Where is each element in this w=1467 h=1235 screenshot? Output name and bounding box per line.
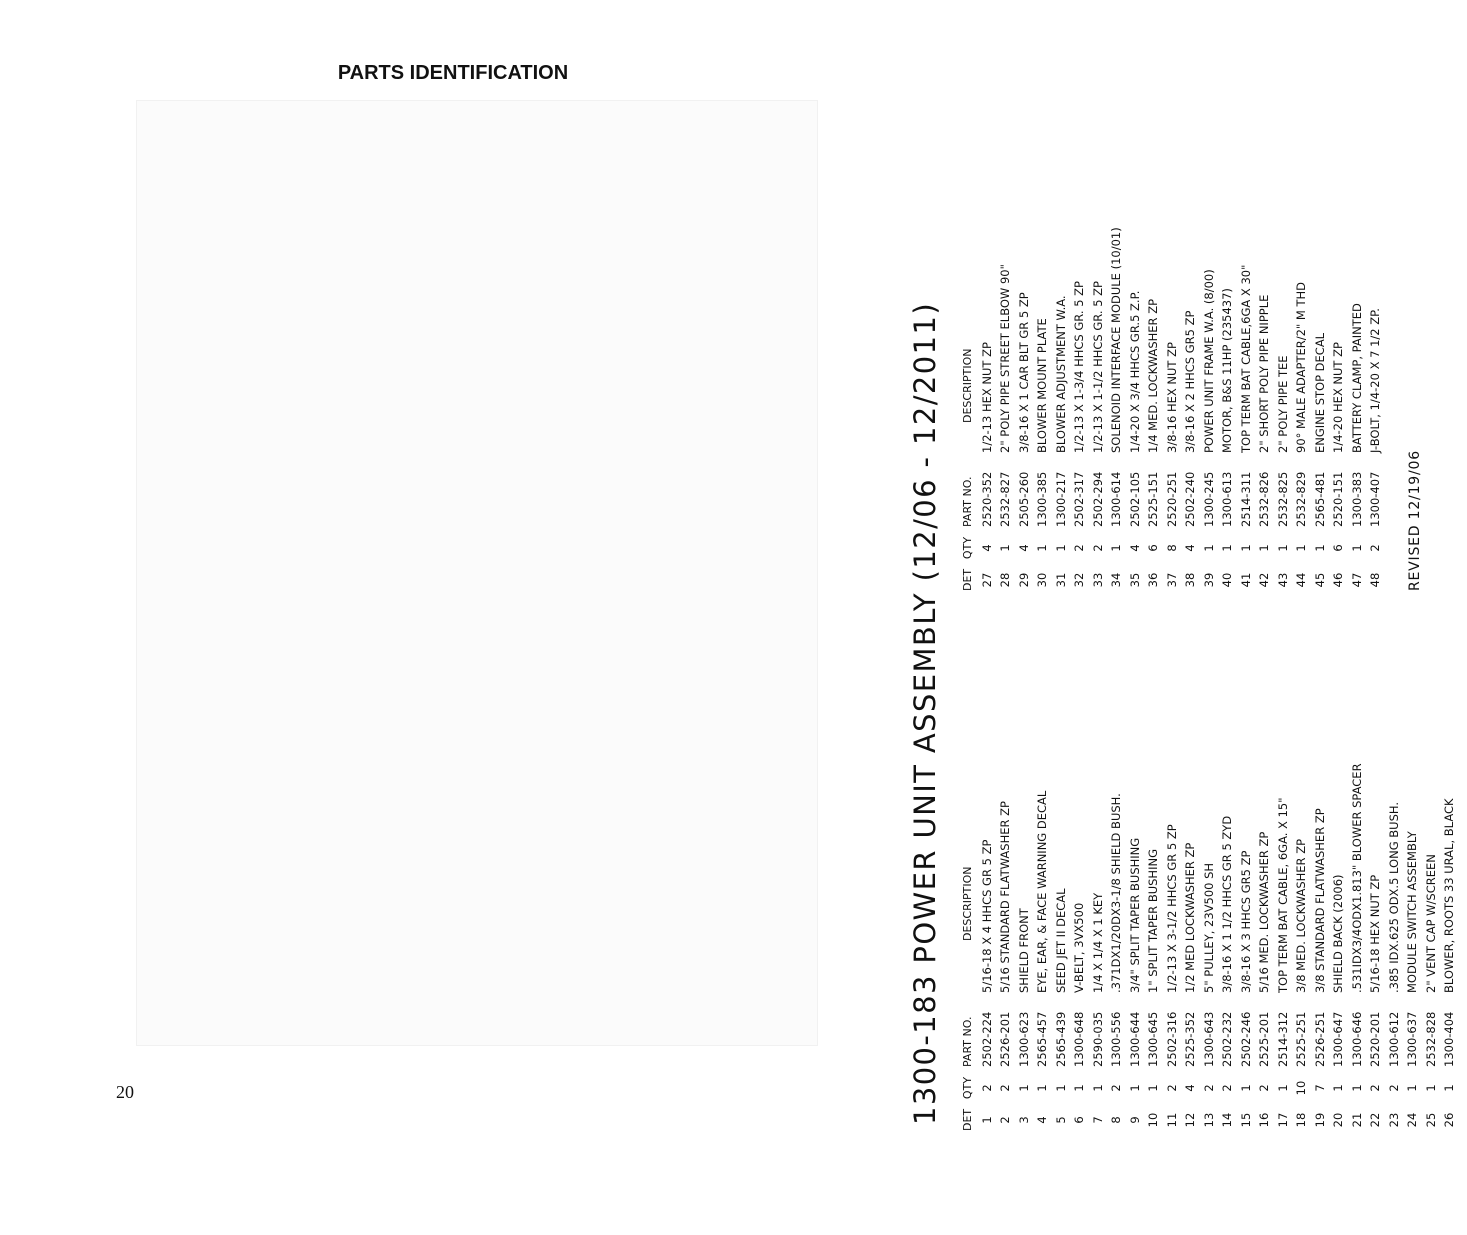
part-number-cell: 2525-352 [1183,1011,1197,1067]
det-cell: 42 [1257,572,1271,588]
qty-cell: 7 [1312,1084,1327,1092]
part-number-cell: 2565-481 [1312,471,1327,527]
description-cell: 3/8-16 HEX NUT ZP [1164,342,1179,453]
table-row [1385,621,1404,1131]
table-row [1107,621,1126,1131]
table-row [1052,621,1071,1131]
qty-cell: 1 [1016,1084,1031,1092]
qty-cell: 4 [979,544,994,552]
description-cell: TOP TERM BAT CABLE, 6GA. X 15" [1275,797,1290,993]
qty-cell: 1 [998,544,1012,552]
det-cell: 18 [1294,1112,1308,1128]
header-part: PART NO. [961,1016,974,1067]
part-number-cell: 2525-251 [1294,1011,1308,1067]
table-row [1311,171,1330,591]
table-row [1200,621,1219,1131]
description-cell: 3/8 MED. LOCKWASHER ZP [1294,838,1308,993]
det-cell: 9 [1127,1116,1142,1124]
qty-cell: 4 [1127,544,1142,552]
qty-cell: 10 [1294,1080,1308,1096]
assembly-title: 1300-183 POWER UNIT ASSEMBLY (12/06 - 12/2011) [908,301,942,1125]
qty-cell: 1 [1349,544,1364,552]
table-row [1163,621,1182,1131]
description-cell: 5/16 STANDARD FLATWASHER ZP [998,801,1012,993]
det-cell: 39 [1201,572,1216,588]
det-cell: 6 [1072,1116,1086,1124]
part-number-cell: 2520-151 [1331,471,1345,527]
det-cell: 19 [1312,1112,1327,1128]
qty-cell: 1 [1423,1084,1438,1092]
description-cell: BLOWER MOUNT PLATE [1035,318,1049,453]
det-cell: 5 [1053,1116,1068,1124]
part-number-cell: 2532-825 [1275,471,1290,527]
det-cell: 2 [998,1116,1012,1124]
qty-cell: 4 [1016,544,1031,552]
qty-cell: 8 [1164,544,1179,552]
det-cell: 23 [1386,1112,1401,1128]
table-row [1366,621,1385,1131]
det-cell: 13 [1201,1112,1216,1128]
det-cell: 7 [1090,1116,1105,1124]
part-number-cell: 2502-232 [1220,1011,1234,1067]
part-number-cell: 2502-294 [1090,471,1105,527]
description-cell: J-BOLT, 1/4-20 X 7 1/2 ZP. [1368,308,1382,453]
description-cell: 3/8 STANDARD FLATWASHER ZP [1312,808,1327,993]
part-number-cell: 2532-826 [1257,471,1271,527]
det-cell: 17 [1275,1112,1290,1128]
description-cell: MODULE SWITCH ASSEMBLY [1405,831,1419,993]
det-cell: 10 [1146,1112,1160,1128]
part-number-cell: 1300-637 [1405,1011,1419,1067]
qty-cell: 6 [1146,544,1160,552]
table-row [1237,171,1256,591]
det-cell: 38 [1183,572,1197,588]
qty-cell: 2 [1109,1084,1123,1092]
part-number-cell: 2565-439 [1053,1011,1068,1067]
table-row [1311,621,1330,1131]
part-number-cell: 1300-648 [1072,1011,1086,1067]
table-row [1070,171,1089,591]
qty-cell: 1 [1349,1084,1364,1092]
det-cell: 16 [1257,1112,1271,1128]
table-row [1163,171,1182,591]
table-row [1255,171,1274,591]
part-number-cell: 2514-311 [1238,471,1253,527]
parts-drawing-rotated [897,187,1467,1131]
description-cell: 1/4-20 X 3/4 HHCS GR.5 Z.P. [1127,290,1142,453]
table-row [996,621,1015,1131]
qty-cell: 1 [1109,544,1123,552]
det-cell: 22 [1368,1112,1382,1128]
description-cell: BATTERY CLAMP, PAINTED [1349,303,1364,453]
table-row [1033,621,1052,1131]
table-row [1274,171,1293,591]
table-row [1070,621,1089,1131]
part-number-cell: 2525-151 [1146,471,1160,527]
table-row [1329,171,1348,591]
table-header [959,171,978,591]
det-cell: 4 [1035,1116,1049,1124]
description-cell: 5/16-18 HEX NUT ZP [1368,874,1382,993]
part-number-cell: 2590-035 [1090,1011,1105,1067]
qty-cell: 1 [1294,544,1308,552]
part-number-cell: 1300-404 [1442,1011,1456,1067]
table-row [1107,171,1126,591]
det-cell: 45 [1312,572,1327,588]
det-cell: 8 [1109,1116,1123,1124]
description-cell: 1/2-13 X 3-1/2 HHCS GR 5 ZP [1164,824,1179,993]
part-number-cell: 2532-827 [998,471,1012,527]
qty-cell: 1 [1035,1084,1049,1092]
part-number-cell: 2502-316 [1164,1011,1179,1067]
part-number-cell: 2532-828 [1423,1011,1438,1067]
table-row [1218,621,1237,1131]
description-cell: 3/8-16 X 1 1/2 HHCS GR 5 ZYD [1220,815,1234,993]
qty-cell: 2 [1368,544,1382,552]
qty-cell: 2 [979,1084,994,1092]
qty-cell: 1 [1053,544,1068,552]
table-header [959,621,978,1131]
table-row [1440,621,1459,1131]
table-row [1144,171,1163,591]
det-cell: 35 [1127,572,1142,588]
det-cell: 27 [979,572,994,588]
header-desc: DESCRIPTION [961,866,974,941]
qty-cell: 6 [1331,544,1345,552]
description-cell: 5/16 MED. LOCKWASHER ZP [1257,831,1271,993]
description-cell: 2" SHORT POLY PIPE NIPPLE [1257,294,1271,453]
header-part: PART NO. [961,476,974,527]
det-cell: 41 [1238,572,1253,588]
det-cell: 21 [1349,1112,1364,1128]
description-cell: BLOWER, ROOTS 33 URAL, BLACK [1442,798,1456,993]
det-cell: 25 [1423,1112,1438,1128]
description-cell: 1" SPLIT TAPER BUSHING [1146,849,1160,993]
description-cell: 3/8-16 X 3 HHCS GR5 ZP [1238,850,1253,993]
det-cell: 33 [1090,572,1105,588]
det-cell: 37 [1164,572,1179,588]
qty-cell: 1 [1053,1084,1068,1092]
part-number-cell: 1300-556 [1109,1011,1123,1067]
table-row [1292,621,1311,1131]
det-cell: 26 [1442,1112,1456,1128]
det-cell: 47 [1349,572,1364,588]
table-row [1255,621,1274,1131]
revision-note: REVISED 12/19/06 [1407,450,1423,591]
qty-cell: 1 [1072,1084,1086,1092]
part-number-cell: 1300-612 [1386,1011,1401,1067]
det-cell: 14 [1220,1112,1234,1128]
part-number-cell: 2520-251 [1164,471,1179,527]
qty-cell: 4 [1183,1084,1197,1092]
table-row [1329,621,1348,1131]
det-cell: 24 [1405,1112,1419,1128]
part-number-cell: 2514-312 [1275,1011,1290,1067]
description-cell: 2" VENT CAP W/SCREEN [1423,854,1438,993]
description-cell: 1/4-20 HEX NUT ZP [1331,342,1345,453]
part-number-cell: 2502-246 [1238,1011,1253,1067]
part-number-cell: 2502-105 [1127,471,1142,527]
det-cell: 15 [1238,1112,1253,1128]
part-number-cell: 2520-201 [1368,1011,1382,1067]
part-number-cell: 1300-647 [1331,1011,1345,1067]
qty-cell: 1 [1275,544,1290,552]
description-cell: 2" POLY PIPE STREET ELBOW 90" [998,264,1012,453]
description-cell: .385 IDX.625 ODX.5 LONG BUSH. [1386,802,1401,993]
part-number-cell: 2502-224 [979,1011,994,1067]
description-cell: 3/8-16 X 2 HHCS GR5 ZP [1183,310,1197,453]
header-desc: DESCRIPTION [961,348,974,423]
det-cell: 12 [1183,1112,1197,1128]
qty-cell: 1 [1331,1084,1345,1092]
table-row [1089,621,1108,1131]
table-row [1292,171,1311,591]
qty-cell: 2 [1220,1084,1234,1092]
description-cell: V-BELT, 3VX500 [1072,902,1086,993]
description-cell: TOP TERM BAT CABLE,6GA X 30" [1238,264,1253,453]
parts-table-right [959,171,1385,591]
description-cell: 1/2-13 HEX NUT ZP [979,342,994,453]
part-number-cell: 1300-644 [1127,1011,1142,1067]
description-cell: 1/4 X 1/4 X 1 KEY [1090,892,1105,993]
qty-cell: 1 [1127,1084,1142,1092]
table-row [1200,171,1219,591]
table-row [1033,171,1052,591]
part-number-cell: 2526-201 [998,1011,1012,1067]
det-cell: 3 [1016,1116,1031,1124]
det-cell: 44 [1294,572,1308,588]
part-number-cell: 2565-457 [1035,1011,1049,1067]
header-qty: QTY [961,1076,974,1100]
description-cell: ENGINE STOP DECAL [1312,332,1327,453]
qty-cell: 1 [1035,544,1049,552]
part-number-cell: 2520-352 [979,471,994,527]
description-cell: 1/2-13 X 1-1/2 HHCS GR. 5 ZP [1090,281,1105,453]
qty-cell: 2 [1164,1084,1179,1092]
table-body [978,171,1385,591]
qty-cell: 4 [1183,544,1197,552]
table-row [1181,171,1200,591]
qty-cell: 1 [1257,544,1271,552]
table-row [1348,171,1367,591]
table-row [1015,171,1034,591]
description-cell: SHIELD BACK (2006) [1331,874,1345,993]
table-row [996,171,1015,591]
page-header: PARTS IDENTIFICATION [337,62,569,84]
description-cell: .371DX1/20DX3-1/8 SHIELD BUSH. [1109,793,1123,993]
det-cell: 43 [1275,572,1290,588]
det-cell: 32 [1072,572,1086,588]
det-cell: 29 [1016,572,1031,588]
qty-cell: 1 [1238,1084,1253,1092]
qty-cell: 2 [1201,1084,1216,1092]
header-det: DET [961,568,974,591]
qty-cell: 2 [1386,1084,1401,1092]
det-cell: 48 [1368,572,1382,588]
table-row [978,621,997,1131]
header-det: DET [961,1108,974,1131]
description-cell: POWER UNIT FRAME W.A. (8/00) [1201,269,1216,453]
description-cell: 1/4 MED. LOCKWASHER ZP [1146,298,1160,453]
det-cell: 31 [1053,572,1068,588]
table-row [1218,171,1237,591]
description-cell: 90° MALE ADAPTER/2" M THD [1294,281,1308,453]
part-number-cell: 2502-317 [1072,471,1086,527]
table-row [1089,171,1108,591]
description-cell: BLOWER ADJUSTMENT W.A. [1053,295,1068,453]
qty-cell: 2 [998,1084,1012,1092]
qty-cell: 1 [1201,544,1216,552]
det-cell: 1 [979,1116,994,1124]
part-number-cell: 1300-614 [1109,471,1123,527]
part-number-cell: 1300-217 [1053,471,1068,527]
description-cell: 5" PULLEY, 23V500 SH [1201,862,1216,993]
part-number-cell: 1300-646 [1349,1011,1364,1067]
qty-cell: 1 [1220,544,1234,552]
part-number-cell: 1300-383 [1349,471,1364,527]
table-row [1181,621,1200,1131]
part-number-cell: 1300-645 [1146,1011,1160,1067]
header-qty: QTY [961,536,974,560]
qty-cell: 2 [1368,1084,1382,1092]
qty-cell: 2 [1072,544,1086,552]
qty-cell: 1 [1275,1084,1290,1092]
table-body [978,621,1459,1131]
description-cell: 5/16-18 X 4 HHCS GR 5 ZP [979,839,994,993]
part-number-cell: 2526-251 [1312,1011,1327,1067]
part-number-cell: 1300-643 [1201,1011,1216,1067]
part-number-cell: 2525-201 [1257,1011,1271,1067]
part-number-cell: 2502-240 [1183,471,1197,527]
qty-cell: 1 [1312,544,1327,552]
det-cell: 20 [1331,1112,1345,1128]
description-cell: SOLENOID INTERFACE MODULE (10/01) [1109,227,1123,453]
table-row [1126,621,1145,1131]
description-cell: MOTOR, B&S 11HP (235437) [1220,288,1234,453]
qty-cell: 1 [1442,1084,1456,1092]
part-number-cell: 2532-829 [1294,471,1308,527]
description-cell: 2" POLY PIPE TEE [1275,355,1290,453]
part-number-cell: 1300-245 [1201,471,1216,527]
parts-table-left [959,621,1459,1131]
qty-cell: 2 [1090,544,1105,552]
table-row [1348,621,1367,1131]
description-cell: 3/4" SPLIT TAPER BUSHING [1127,837,1142,993]
det-cell: 28 [998,572,1012,588]
det-cell: 40 [1220,572,1234,588]
parts-drawing [136,100,1456,1131]
qty-cell: 1 [1146,1084,1160,1092]
part-number-cell: 1300-613 [1220,471,1234,527]
table-row [1403,621,1422,1131]
table-row [1144,621,1163,1131]
table-row [1052,171,1071,591]
table-row [1422,621,1441,1131]
part-number-cell: 2505-260 [1016,471,1031,527]
table-row [1366,171,1385,591]
det-cell: 30 [1035,572,1049,588]
table-row [1274,621,1293,1131]
qty-cell: 1 [1405,1084,1419,1092]
table-row [1015,621,1034,1131]
description-cell: 1/2 MED LOCKWASHER ZP [1183,842,1197,993]
part-number-cell: 1300-623 [1016,1011,1031,1067]
description-cell: SEED JET II DECAL [1053,888,1068,993]
page-number: 20 [116,1082,134,1102]
part-number-cell: 1300-407 [1368,471,1382,527]
table-row [978,171,997,591]
description-cell: 1/2-13 X 1-3/4 HHCS GR. 5 ZP [1072,281,1086,453]
part-number-cell: 1300-385 [1035,471,1049,527]
description-cell: .531IDX3/4ODX1.813" BLOWER SPACER [1349,763,1364,993]
description-cell: SHIELD FRONT [1016,908,1031,993]
description-cell: EYE, EAR, & FACE WARNING DECAL [1035,790,1049,993]
det-cell: 46 [1331,572,1345,588]
description-cell: 3/8-16 X 1 CAR BLT GR 5 ZP [1016,292,1031,453]
qty-cell: 1 [1090,1084,1105,1092]
qty-cell: 1 [1238,544,1253,552]
table-row [1237,621,1256,1131]
det-cell: 36 [1146,572,1160,588]
det-cell: 11 [1164,1112,1179,1128]
qty-cell: 2 [1257,1084,1271,1092]
det-cell: 34 [1109,572,1123,588]
table-row [1126,171,1145,591]
